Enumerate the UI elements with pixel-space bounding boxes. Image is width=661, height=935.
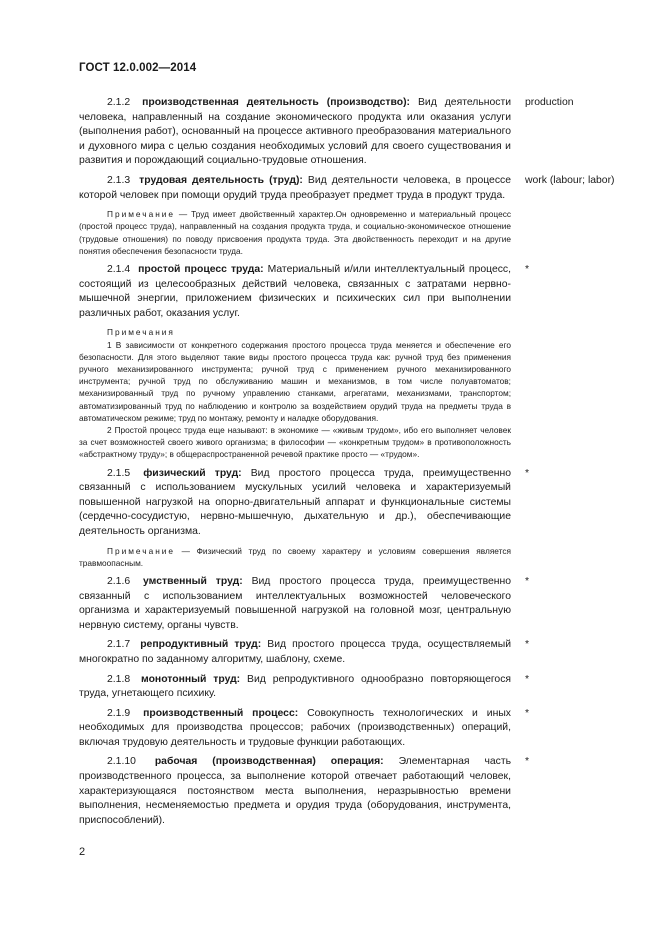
note-item: 2 Простой процесс труда еще называют: в экономике — «живым трудом», ибо его выполняет человек за счет возможностей своего живого организма; в философии — «конкретным трудом» в противоположность «абстрактному труду»; в общераспространенной речевой практике просто — «трудом». [79, 424, 511, 460]
term-title: умственный труд: [143, 575, 243, 587]
term-equivalent: * [525, 707, 530, 719]
note [79, 545, 511, 569]
term-entry [79, 755, 530, 828]
term-definition: Вид простого процесса труда, преимущественно связанный с использованием мускульных усилий человека и характеризуемый повышенной нагрузкой на опорно-двигательный аппарат и функциональные системы (сердечно-сосудистую, нервно-мышечную, дыхательную и др.), обеспечивающие деятельность организма. [79, 467, 512, 537]
term-number: 2.1.9 [107, 707, 131, 719]
term-equivalent: * [525, 673, 530, 685]
term-definition: Вид простого процесса труда, осуществляемый многократно по заданному алгоритму, шаблону, схеме. [79, 639, 511, 665]
document-header: ГОСТ 12.0.002—2014 [79, 62, 197, 74]
term-entry [79, 575, 530, 633]
term-definition: Вид репродуктивного однообразно повторяющегося труда, угнетающего психику. [79, 673, 512, 700]
term-number: 2.1.3 [107, 174, 131, 186]
term-title: физический труд: [143, 467, 242, 479]
term-title: простой процесс труда: [138, 263, 264, 275]
term-entry [79, 707, 530, 751]
term-title: производственная деятельность (производство): [142, 97, 411, 108]
term-definition: Вид простого процесса труда, преимущественно связанный с использованием интеллектуальных возможностей человеческого организма и характеризуемый повышенной нагрузкой на головной мозг, центральную нервную систему, органы чувств. [79, 575, 512, 631]
term-title: производственный процесс: [143, 707, 299, 719]
term-entry [79, 263, 530, 321]
term-entry [79, 174, 615, 203]
term-equivalent: * [525, 263, 530, 275]
term-equivalent: * [525, 639, 530, 651]
term-definition: Вид деятельности человека, в процессе которой человек при помощи орудий труда преобразует предмет труда в продукт труда. [79, 174, 512, 201]
note [79, 208, 511, 257]
note-item: 1 В зависимости от конкретного содержания простого процесса труда меняется и обеспечение его безопасности. Для этого выделяют такие виды простого процесса труда как: ручной труд без применения ручного механизированного инструмента; ручной труд с применением ручного механизированного инструмента; ручной труд по обслуживанию машин и механизмов, в том числе полуавтоматов; механизированный труд по ручному управлению станками, агрегатами, механизмами, транспортом; автоматизированный труд по наблюдению и контролю за воздействием орудий труда на предметы труда в автоматическом режиме; труд по монтажу, ремонту и наладке оборудования. [79, 339, 511, 423]
term-number: 2.1.4 [107, 263, 131, 275]
note-text: — Труд имеет двойственный характер.Он одновременно и материальный процесс (простой процесс труда), направленный на создания продукта труда, и социально-экономическое отношение (трудовые отношения) по поводу присвоения продукта труда. Эта двойственность переходит и на другие понятия обеспечения безопасности труда. [79, 209, 511, 256]
notes-block [79, 326, 511, 460]
term-entry [79, 638, 530, 667]
term-equivalent: work (labour; labor) [525, 174, 615, 186]
term-title: монотонный труд: [141, 673, 241, 685]
term-equivalent: * [525, 575, 530, 587]
term-title: трудовая деятельность (труд): [139, 174, 303, 186]
term-number: 2.1.7 [107, 639, 131, 651]
term-equivalent: * [525, 756, 530, 768]
term-title: рабочая (производственная) операция: [154, 756, 384, 768]
note-label: Примечание [107, 545, 176, 556]
notes-label: Примечания [107, 327, 175, 338]
term-number: 2.1.10 [107, 756, 136, 768]
note-text: — Физический труд по своему характеру и условиям совершения является травмоопасным. [79, 545, 511, 568]
term-number: 2.1.2 [107, 97, 131, 108]
document-body [79, 96, 615, 833]
term-entry [79, 673, 530, 702]
term-number: 2.1.6 [107, 575, 131, 587]
term-entry [79, 96, 574, 169]
term-title: репродуктивный труд: [140, 639, 262, 651]
term-equivalent: production [525, 97, 574, 108]
term-definition: Совокупность технологических и иных необходимых для производства процессов; рабочих (производственных) операций, включая трудовую деятельность и трудовые функции работающих. [79, 707, 512, 748]
term-equivalent: * [525, 467, 530, 479]
term-definition: Вид деятельности человека, направленный на создание экономического продукта или оказания услуги (выполнения работ), основанный на процессе активного преобразования материального и духовного мира с целью создания необходимых условий для своего существования и развития и порождающий социально-трудовые отношения. [79, 97, 512, 167]
term-definition: Материальный и/или интеллектуальный процесс, состоящий из целесообразных действий человека, связанных с затратами нервно-мышечной энергии, приложением физических и психических сил при выполнении различных работ, оказания услуг. [79, 263, 511, 319]
page-number: 2 [79, 846, 86, 858]
term-number: 2.1.8 [107, 673, 131, 685]
note-label: Примечание [107, 209, 176, 220]
term-entry [79, 467, 530, 540]
term-definition: Элементарная часть производственного процесса, за выполнение которой отвечает работающий человек, характеризующаяся постоянством места выполнения, неразрывностью времени выполнения, несменяемостью предмета и орудия труда (оборудования, инструмента, приспособлений). [79, 756, 512, 826]
term-number: 2.1.5 [107, 467, 131, 479]
